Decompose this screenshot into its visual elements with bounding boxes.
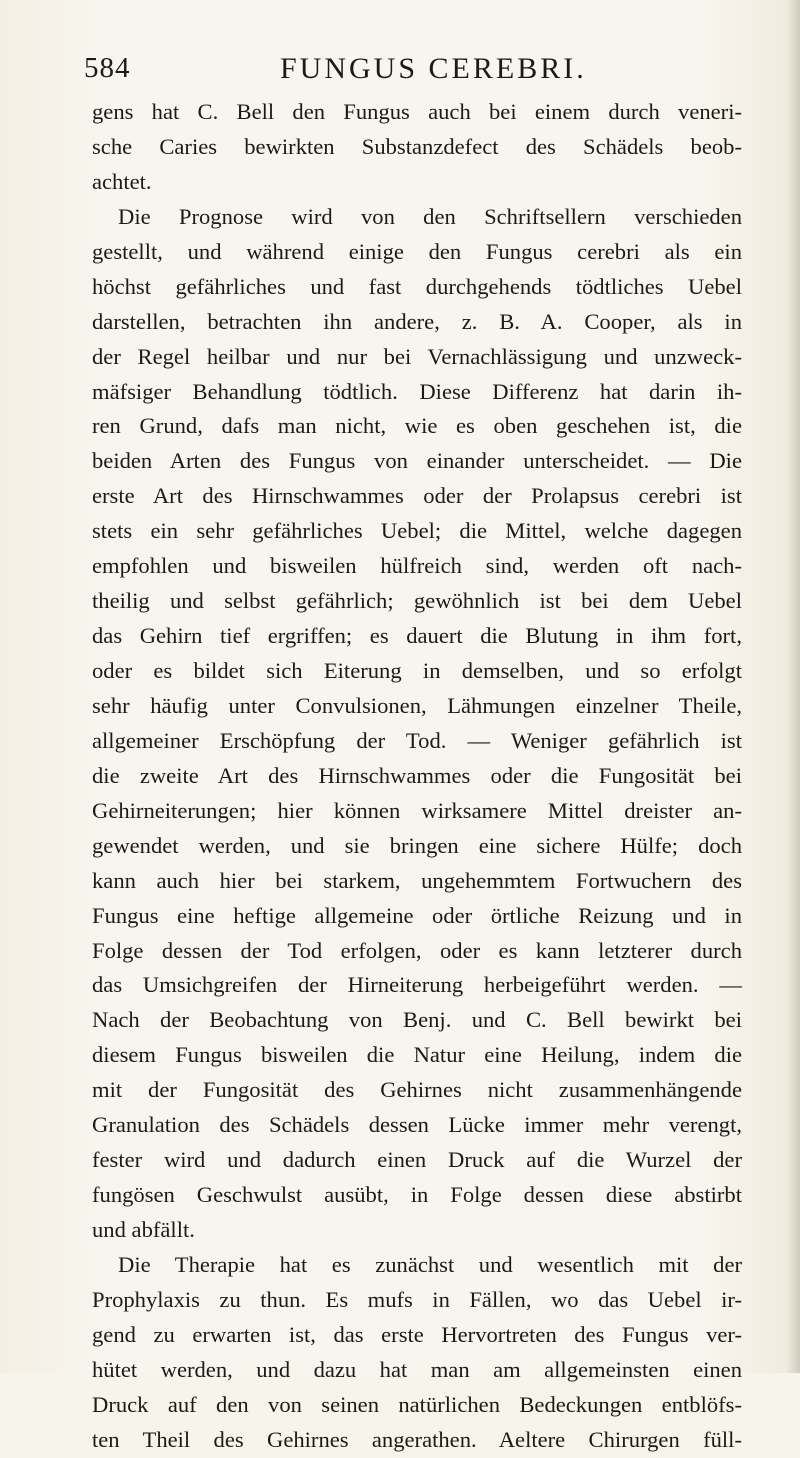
body-text bbox=[92, 95, 742, 1458]
text-line: Nach der Beobachtung von Benj. und C. Bell bewirkt bei bbox=[92, 1007, 742, 1033]
text-line: fungösen Geschwulst ausübt, in Folge dessen diese abstirbt bbox=[92, 1182, 742, 1208]
text-line: gestellt, und während einige den Fungus cerebri als ein bbox=[92, 238, 742, 264]
text-line: stets ein sehr gefährliches Uebel; die Mittel, welche dagegen bbox=[92, 518, 742, 544]
text-line: die zweite Art des Hirnschwammes oder die Fungosität bei bbox=[92, 762, 742, 788]
text-line: beiden Arten des Fungus von einander unterscheidet. — Die bbox=[92, 448, 742, 474]
text-line: allgemeiner Erschöpfung der Tod. — Weniger gefährlich ist bbox=[92, 727, 742, 753]
text-line: sche Caries bewirkten Substanzdefect des Schädels beob- bbox=[92, 133, 742, 159]
text-line: und abfällt. bbox=[92, 1217, 195, 1242]
text-line: Folge dessen der Tod erfolgen, oder es kann letzterer durch bbox=[92, 937, 742, 963]
text-line: höchst gefährliches und fast durchgehends tödtliches Uebel bbox=[92, 273, 742, 299]
text-line: Druck auf den von seinen natürlichen Bedeckungen entblöfs- bbox=[92, 1391, 742, 1417]
text-line: darstellen, betrachten ihn andere, z. B. A. Cooper, als in bbox=[92, 308, 742, 334]
text-line: hütet werden, und dazu hat man am allgemeinsten einen bbox=[92, 1356, 742, 1382]
text-line: gewendet werden, und sie bringen eine sichere Hülfe; doch bbox=[92, 832, 742, 858]
text-line: fester wird und dadurch einen Druck auf die Wurzel der bbox=[92, 1147, 742, 1173]
text-line: mit der Fungosität des Gehirnes nicht zusammenhängende bbox=[92, 1077, 742, 1103]
text-line: theilig und selbst gefährlich; gewöhnlich ist bei dem Uebel bbox=[92, 588, 742, 614]
text-line: sehr häufig unter Convulsionen, Lähmungen einzelner Theile, bbox=[92, 692, 742, 718]
page-header bbox=[84, 52, 744, 92]
text-line: der Regel heilbar und nur bei Vernachlässigung und unzweck- bbox=[92, 343, 742, 369]
text-line: das Umsichgreifen der Hirneiterung herbeigeführt werden. — bbox=[92, 972, 742, 998]
text-line: oder es bildet sich Eiterung in demselben, und so erfolgt bbox=[92, 658, 742, 683]
page-number: 584 bbox=[84, 52, 131, 84]
text-line: gend zu erwarten ist, das erste Hervortreten des Fungus ver- bbox=[92, 1321, 742, 1347]
text-line: achtet. bbox=[92, 168, 152, 194]
text-line: erste Art des Hirnschwammes oder der Prolapsus cerebri ist bbox=[92, 483, 742, 509]
text-line: mäfsiger Behandlung tödtlich. Diese Differenz hat darin ih- bbox=[92, 378, 742, 404]
text-line: Die Prognose wird von den Schriftsellern verschieden bbox=[118, 203, 742, 229]
text-line: Granulation des Schädels dessen Lücke immer mehr verengt, bbox=[92, 1112, 742, 1138]
text-line: diesem Fungus bisweilen die Natur eine Heilung, indem die bbox=[92, 1042, 742, 1068]
text-line: Die Therapie hat es zunächst und wesentlich mit der bbox=[118, 1251, 742, 1277]
text-line: kann auch hier bei starkem, ungehemmtem Fortwuchern des bbox=[92, 867, 742, 893]
text-line: Gehirneiterungen; hier können wirksamere Mittel dreister an- bbox=[92, 797, 742, 823]
text-line: gens hat C. Bell den Fungus auch bei einem durch veneri- bbox=[92, 99, 742, 124]
text-line: ten Theil des Gehirnes angerathen. Aeltere Chirurgen füll- bbox=[92, 1426, 742, 1452]
text-line: ren Grund, dafs man nicht, wie es oben geschehen ist, die bbox=[92, 413, 742, 439]
text-line: empfohlen und bisweilen hülfreich sind, werden oft nach- bbox=[92, 553, 742, 579]
text-line: das Gehirn tief ergriffen; es dauert die Blutung in ihm fort, bbox=[92, 623, 742, 649]
text-line: Fungus eine heftige allgemeine oder örtliche Reizung und in bbox=[92, 902, 742, 928]
running-head: FUNGUS CEREBRI. bbox=[280, 52, 587, 85]
page-edge-shadow bbox=[786, 0, 800, 1373]
text-line: Prophylaxis zu thun. Es mufs in Fällen, wo das Uebel ir- bbox=[92, 1286, 742, 1312]
